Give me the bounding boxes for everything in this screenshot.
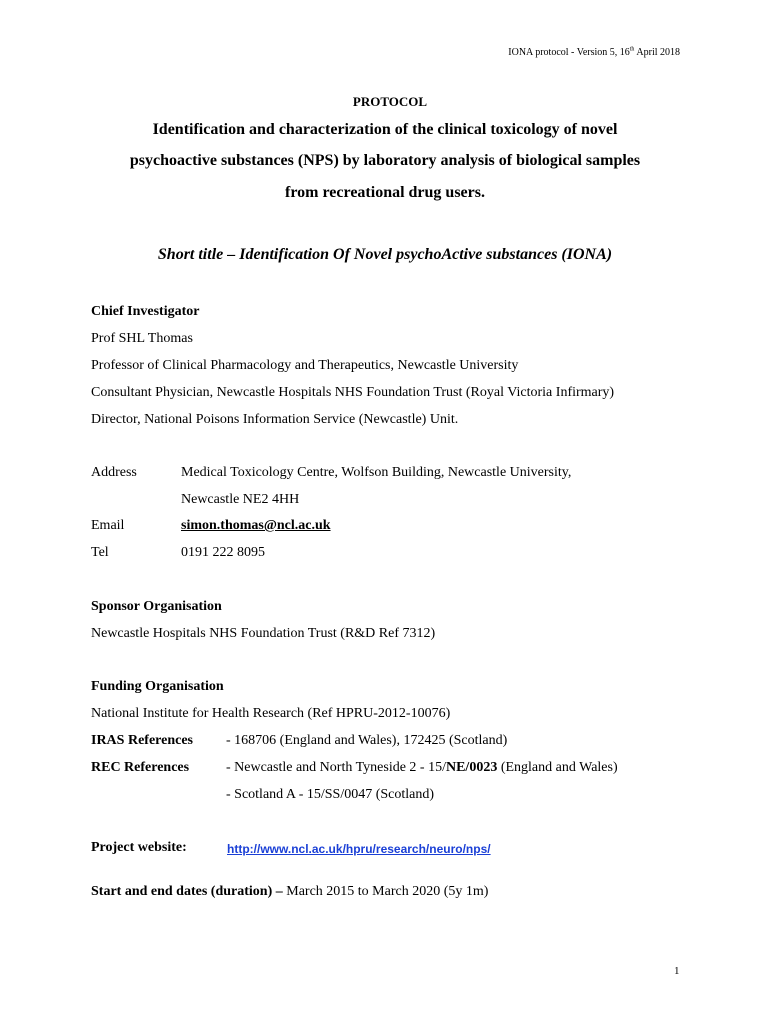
address-line-1: Medical Toxicology Centre, Wolfson Building, Newcastle University, [181, 465, 572, 480]
rec-line-2: - Scotland A - 15/SS/0047 (Scotland) [226, 787, 435, 802]
iras-label: IRAS References [91, 733, 193, 748]
protocol-label: PROTOCOL [352, 94, 428, 109]
chief-investigator-role-1: Professor of Clinical Pharmacology and Therapeutics, Newcastle University [91, 358, 519, 373]
chief-investigator-role-3: Director, National Poisons Information Service (Newcastle) Unit. [91, 412, 459, 427]
title-line-2: psychoactive substances (NPS) by laboratory analysis of biological samples [129, 152, 641, 169]
title-line-1: Identification and characterization of the clinical toxicology of novel [152, 121, 618, 138]
tel-value: 0191 222 8095 [181, 545, 265, 560]
website-link[interactable]: http://www.ncl.ac.uk/hpru/research/neuro/nps/ [227, 842, 491, 856]
chief-investigator-heading: Chief Investigator [91, 304, 200, 319]
email-link[interactable]: simon.thomas@ncl.ac.uk [181, 518, 331, 533]
chief-investigator-name: Prof SHL Thomas [91, 331, 193, 346]
running-header: IONA protocol - Version 5, 16th April 2018 [508, 46, 680, 58]
tel-label: Tel [91, 545, 109, 560]
rec-line-1: - Newcastle and North Tyneside 2 - 15/NE/0023 (England and Wales) [226, 760, 618, 775]
iras-value: - 168706 (England and Wales), 172425 (Scotland) [226, 733, 508, 748]
sponsor-heading: Sponsor Organisation [91, 599, 222, 614]
funding-value: National Institute for Health Research (Ref HPRU-2012-10076) [91, 706, 451, 721]
website-label: Project website: [91, 840, 187, 855]
email-label: Email [91, 518, 125, 533]
rec-label: REC References [91, 760, 190, 775]
dates-line: Start and end dates (duration) – March 2015 to March 2020 (5y 1m) [91, 884, 489, 899]
title-line-3: from recreational drug users. [285, 184, 485, 201]
address-line-2: Newcastle NE2 4HH [181, 492, 300, 507]
page-number: 1 [674, 965, 680, 977]
address-label: Address [91, 465, 137, 480]
sponsor-value: Newcastle Hospitals NHS Foundation Trust (R&D Ref 7312) [91, 626, 436, 641]
funding-heading: Funding Organisation [91, 679, 224, 694]
short-title: Short title – Identification Of Novel psychoActive substances (IONA) [157, 246, 613, 263]
chief-investigator-role-2: Consultant Physician, Newcastle Hospitals NHS Foundation Trust (Royal Victoria Infirmary) [91, 385, 615, 400]
